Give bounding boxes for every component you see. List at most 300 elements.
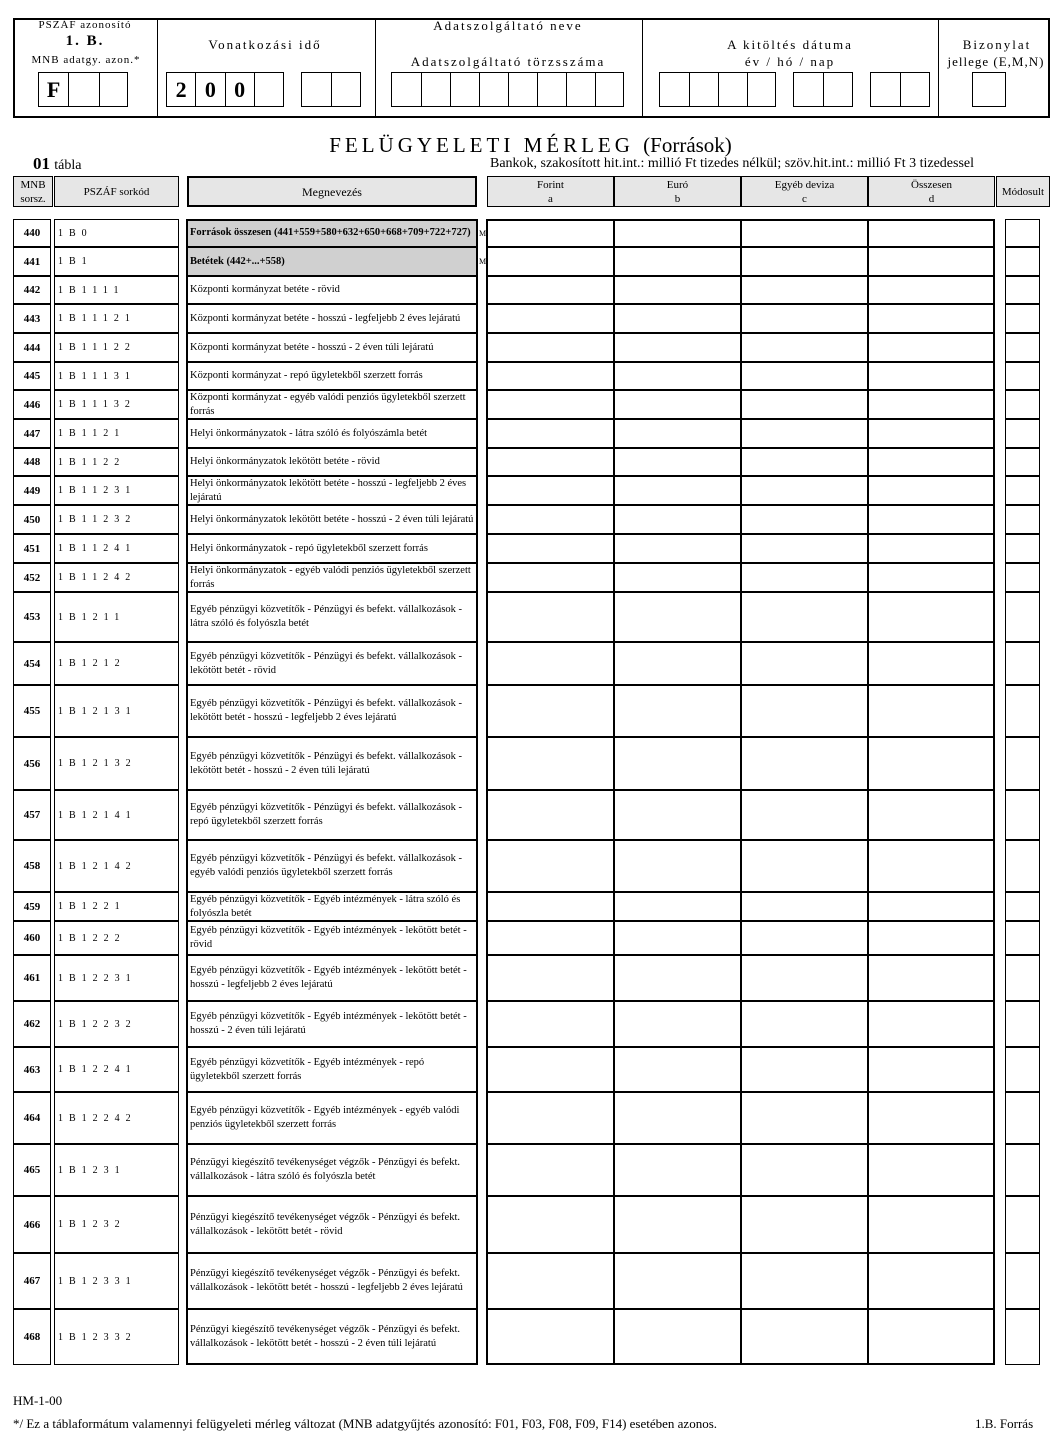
- row-pszaf-code: 1B1211: [54, 592, 179, 642]
- other-currency-input[interactable]: [741, 304, 868, 333]
- row-pszaf-code: 1B12131: [54, 685, 179, 737]
- doc-type-label: Bizonylat: [962, 37, 1032, 52]
- row-name: Egyéb pénzügyi közvetítők - Pénzügyi és befekt. vállalkozások - lekötött betét - hosszú - legfeljebb 2 éves lejáratú: [187, 685, 477, 737]
- doc-type-sub: jellege (E,M,N): [947, 54, 1045, 69]
- col-name: Megnevezés: [187, 176, 477, 207]
- euro-input[interactable]: [614, 1001, 741, 1047]
- row-mnb-number: 461: [13, 955, 51, 1001]
- forint-input[interactable]: [487, 1196, 614, 1253]
- euro-input[interactable]: [614, 1253, 741, 1309]
- row-name: Egyéb pénzügyi közvetítők - Egyéb intézmények - lekötött betét - hosszú - 2 éven túli lejáratú: [187, 1001, 477, 1047]
- title-main: FELÜGYELETI MÉRLEG: [329, 133, 634, 157]
- row-name: Egyéb pénzügyi közvetítők - Pénzügyi és befekt. vállalkozások - látra szóló és folyószla betét: [187, 592, 477, 642]
- row-name: Egyéb pénzügyi közvetítők - Egyéb intézmények - repó ügyletekből szerzett forrás: [187, 1047, 477, 1092]
- modified-checkbox[interactable]: [1005, 476, 1040, 505]
- row-name: Pénzügyi kiegészítő tevékenységet végzők - Pénzügyi és befekt. vállalkozások - lekötött betét - hosszú - 2 éven túli lejáratú: [187, 1309, 477, 1365]
- table-row: [13, 685, 1050, 737]
- row-pszaf-code: 1B11241: [54, 534, 179, 563]
- total-input[interactable]: [868, 592, 995, 642]
- table-row: [13, 505, 1050, 534]
- fill-date-month-field[interactable]: [793, 72, 853, 107]
- forint-input[interactable]: [487, 921, 614, 955]
- other-currency-input[interactable]: [741, 448, 868, 476]
- euro-input[interactable]: [614, 1309, 741, 1365]
- forint-input[interactable]: [487, 448, 614, 476]
- other-currency-input[interactable]: [741, 505, 868, 534]
- other-currency-input[interactable]: [741, 362, 868, 390]
- total-input[interactable]: [868, 419, 995, 448]
- other-currency-input[interactable]: [741, 592, 868, 642]
- row-pszaf-code: 1B11121: [54, 304, 179, 333]
- other-currency-input[interactable]: [741, 333, 868, 362]
- euro-input[interactable]: [614, 276, 741, 304]
- euro-input[interactable]: [614, 476, 741, 505]
- modified-checkbox[interactable]: [1005, 685, 1040, 737]
- forint-input[interactable]: [487, 737, 614, 790]
- row-pszaf-code: 1B12241: [54, 1047, 179, 1092]
- total-input[interactable]: [868, 276, 995, 304]
- period-month-field[interactable]: [301, 72, 361, 107]
- fill-date-day-field[interactable]: [870, 72, 930, 107]
- row-pszaf-code: 1B1111: [54, 276, 179, 304]
- table-row: [13, 333, 1050, 362]
- table-row: [13, 1253, 1050, 1309]
- modified-checkbox[interactable]: [1005, 333, 1040, 362]
- euro-input[interactable]: [614, 419, 741, 448]
- euro-input[interactable]: [614, 247, 741, 276]
- row-pszaf-code: 1B11242: [54, 563, 179, 592]
- forint-input[interactable]: [487, 1047, 614, 1092]
- other-currency-input[interactable]: [741, 790, 868, 840]
- row-pszaf-code: 1B11232: [54, 505, 179, 534]
- forint-input[interactable]: [487, 276, 614, 304]
- total-input[interactable]: [868, 362, 995, 390]
- header-divider: [157, 18, 158, 118]
- other-currency-input[interactable]: [741, 737, 868, 790]
- modified-checkbox[interactable]: [1005, 955, 1040, 1001]
- row-mnb-number: 446: [13, 390, 51, 419]
- forint-input[interactable]: [487, 390, 614, 419]
- row-name: Központi kormányzat - repó ügyletekből szerzett forrás: [187, 362, 477, 390]
- row-name: Központi kormányzat - egyéb valódi penziós ügyletekből szerzett forrás: [187, 390, 477, 419]
- row-pszaf-code: 1B1222: [54, 921, 179, 955]
- modified-checkbox[interactable]: [1005, 1196, 1040, 1253]
- row-mnb-number: 452: [13, 563, 51, 592]
- total-input[interactable]: [868, 333, 995, 362]
- forint-input[interactable]: [487, 419, 614, 448]
- total-input[interactable]: [868, 219, 995, 247]
- table-row: [13, 276, 1050, 304]
- euro-input[interactable]: [614, 592, 741, 642]
- modified-checkbox[interactable]: [1005, 534, 1040, 563]
- row-pszaf-code: 1B0: [54, 219, 179, 247]
- table-row: [13, 1047, 1050, 1092]
- table-row: [13, 304, 1050, 333]
- other-currency-input[interactable]: [741, 390, 868, 419]
- total-input[interactable]: [868, 1092, 995, 1144]
- total-input[interactable]: [868, 892, 995, 921]
- total-input[interactable]: [868, 921, 995, 955]
- forint-input[interactable]: [487, 247, 614, 276]
- forint-input[interactable]: [487, 505, 614, 534]
- col-other: [741, 176, 868, 207]
- other-currency-input[interactable]: [741, 840, 868, 892]
- col-mnb: MNB sorsz.: [13, 176, 53, 207]
- other-currency-input[interactable]: [741, 563, 868, 592]
- table-row: [13, 642, 1050, 685]
- row-mnb-number: 460: [13, 921, 51, 955]
- col-forint-letter: a: [548, 192, 553, 205]
- period-digit: 2: [167, 73, 196, 106]
- row-mnb-number: 456: [13, 737, 51, 790]
- row-pszaf-code: 1B1231: [54, 1144, 179, 1196]
- row-pszaf-code: 1B1232: [54, 1196, 179, 1253]
- other-currency-input[interactable]: [741, 1001, 868, 1047]
- euro-input[interactable]: [614, 219, 741, 247]
- other-currency-input[interactable]: [741, 685, 868, 737]
- row-name: Források összesen (441+559+580+632+650+668+709+722+727): [187, 219, 477, 247]
- row-mnb-number: 449: [13, 476, 51, 505]
- table-row: [13, 921, 1050, 955]
- doc-type-field[interactable]: [972, 72, 1006, 107]
- euro-input[interactable]: [614, 892, 741, 921]
- table-row: [13, 448, 1050, 476]
- forint-input[interactable]: [487, 534, 614, 563]
- row-mnb-number: 462: [13, 1001, 51, 1047]
- euro-input[interactable]: [614, 642, 741, 685]
- other-currency-input[interactable]: [741, 476, 868, 505]
- euro-input[interactable]: [614, 333, 741, 362]
- total-input[interactable]: [868, 304, 995, 333]
- row-pszaf-code: 1B1: [54, 247, 179, 276]
- euro-input[interactable]: [614, 790, 741, 840]
- page-ref: 1.B. Forrás: [975, 1416, 1034, 1431]
- euro-input[interactable]: [614, 362, 741, 390]
- forint-input[interactable]: [487, 1001, 614, 1047]
- other-currency-input[interactable]: [741, 219, 868, 247]
- period-digit: 0: [196, 73, 225, 106]
- other-currency-input[interactable]: [741, 1092, 868, 1144]
- modified-checkbox[interactable]: [1005, 892, 1040, 921]
- table-no: 01: [33, 154, 50, 173]
- forint-input[interactable]: [487, 304, 614, 333]
- total-input[interactable]: [868, 955, 995, 1001]
- pszaf-label: PSZÁF azonosító: [38, 19, 132, 31]
- footer-note: */ Ez a táblaformátum valamennyi felügyeleti mérleg változat (MNB adatgyűjtés azonosító: F01, F03, F08, F09, F14) esetében azonos.: [13, 1416, 718, 1431]
- modified-checkbox[interactable]: [1005, 1092, 1040, 1144]
- forint-input[interactable]: [487, 563, 614, 592]
- table-row: [13, 790, 1050, 840]
- forint-input[interactable]: [487, 840, 614, 892]
- total-input[interactable]: [868, 1309, 995, 1365]
- modified-checkbox[interactable]: [1005, 247, 1040, 276]
- modified-checkbox[interactable]: [1005, 563, 1040, 592]
- table-row: [13, 1196, 1050, 1253]
- period-year-field[interactable]: [166, 72, 284, 107]
- forint-input[interactable]: [487, 219, 614, 247]
- total-input[interactable]: [868, 448, 995, 476]
- row-mnb-number: 440: [13, 219, 51, 247]
- forint-input[interactable]: [487, 642, 614, 685]
- total-input[interactable]: [868, 247, 995, 276]
- euro-input[interactable]: [614, 685, 741, 737]
- total-input[interactable]: [868, 534, 995, 563]
- modified-checkbox[interactable]: [1005, 276, 1040, 304]
- fill-date-sub: év / hó / nap: [744, 54, 836, 69]
- euro-input[interactable]: [614, 304, 741, 333]
- other-currency-input[interactable]: [741, 892, 868, 921]
- other-currency-input[interactable]: [741, 247, 868, 276]
- total-input[interactable]: [868, 1047, 995, 1092]
- row-name: Betétek (442+...+558): [187, 247, 477, 276]
- forint-input[interactable]: [487, 892, 614, 921]
- col-forint-label: Forint: [537, 178, 564, 191]
- forint-input[interactable]: [487, 955, 614, 1001]
- provider-id-field[interactable]: [391, 72, 624, 107]
- euro-input[interactable]: [614, 1047, 741, 1092]
- title-sub: (Források): [643, 133, 732, 157]
- row-pszaf-code: 1B12141: [54, 790, 179, 840]
- table-row: [13, 1001, 1050, 1047]
- row-mnb-number: 466: [13, 1196, 51, 1253]
- col-total-label: Összesen: [911, 178, 952, 191]
- total-input[interactable]: [868, 790, 995, 840]
- fill-date-year-field[interactable]: [659, 72, 776, 107]
- euro-input[interactable]: [614, 921, 741, 955]
- modified-checkbox[interactable]: [1005, 790, 1040, 840]
- col-other-letter: c: [802, 192, 807, 205]
- table-row: [13, 1309, 1050, 1365]
- modified-checkbox[interactable]: [1005, 1047, 1040, 1092]
- total-input[interactable]: [868, 1196, 995, 1253]
- total-input[interactable]: [868, 1253, 995, 1309]
- euro-input[interactable]: [614, 390, 741, 419]
- total-input[interactable]: [868, 642, 995, 685]
- forint-input[interactable]: [487, 1309, 614, 1365]
- euro-input[interactable]: [614, 505, 741, 534]
- total-input[interactable]: [868, 476, 995, 505]
- row-name: Egyéb pénzügyi közvetítők - Pénzügyi és befekt. vállalkozások - egyéb valódi penziós ügyletekből szerzett forrás: [187, 840, 477, 892]
- table-row: [13, 390, 1050, 419]
- modified-checkbox[interactable]: [1005, 505, 1040, 534]
- total-input[interactable]: [868, 505, 995, 534]
- row-mnb-number: 444: [13, 333, 51, 362]
- forint-input[interactable]: [487, 1253, 614, 1309]
- row-mnb-number: 465: [13, 1144, 51, 1196]
- modified-checkbox[interactable]: [1005, 362, 1040, 390]
- col-mod: Módosult: [996, 176, 1050, 207]
- other-currency-input[interactable]: [741, 1309, 868, 1365]
- table-row: [13, 592, 1050, 642]
- row-name: Pénzügyi kiegészítő tevékenységet végzők - Pénzügyi és befekt. vállalkozások - látra szóló és folyószla betét: [187, 1144, 477, 1196]
- row-mnb-number: 453: [13, 592, 51, 642]
- other-currency-input[interactable]: [741, 921, 868, 955]
- other-currency-input[interactable]: [741, 276, 868, 304]
- row-pszaf-code: 1B12232: [54, 1001, 179, 1047]
- modified-checkbox[interactable]: [1005, 1253, 1040, 1309]
- provider-id-label: Adatszolgáltató törzsszáma: [410, 54, 606, 69]
- modified-checkbox[interactable]: [1005, 219, 1040, 247]
- modified-checkbox[interactable]: [1005, 390, 1040, 419]
- modified-checkbox[interactable]: [1005, 448, 1040, 476]
- forint-input[interactable]: [487, 333, 614, 362]
- row-name: Egyéb pénzügyi közvetítők - Egyéb intézmények - lekötött betét - rövid: [187, 921, 477, 955]
- modified-checkbox[interactable]: [1005, 419, 1040, 448]
- mnb-label: MNB adatgy. azon.*: [31, 54, 141, 66]
- row-pszaf-code: 1B1121: [54, 419, 179, 448]
- total-input[interactable]: [868, 1144, 995, 1196]
- modified-checkbox[interactable]: [1005, 1309, 1040, 1365]
- table-row: [13, 840, 1050, 892]
- row-pszaf-code: 1B12142: [54, 840, 179, 892]
- row-name: Egyéb pénzügyi közvetítők - Egyéb intézmények - egyéb valódi penziós ügyletekből szerzett forrás: [187, 1092, 477, 1144]
- row-pszaf-code: 1B12242: [54, 1092, 179, 1144]
- other-currency-input[interactable]: [741, 1047, 868, 1092]
- row-name: Helyi önkormányzatok lekötött betéte - rövid: [187, 448, 477, 476]
- euro-input[interactable]: [614, 1196, 741, 1253]
- row-mnb-number: 443: [13, 304, 51, 333]
- row-mnb-number: 457: [13, 790, 51, 840]
- col-total: [868, 176, 995, 207]
- row-name: Helyi önkormányzatok lekötött betéte - hosszú - legfeljebb 2 éves lejáratú: [187, 476, 477, 505]
- row-name: Központi kormányzat betéte - rövid: [187, 276, 477, 304]
- euro-input[interactable]: [614, 448, 741, 476]
- forint-input[interactable]: [487, 685, 614, 737]
- row-pszaf-code: 1B12332: [54, 1309, 179, 1365]
- table-row: [13, 892, 1050, 921]
- row-mnb-number: 463: [13, 1047, 51, 1092]
- other-currency-input[interactable]: [741, 642, 868, 685]
- euro-input[interactable]: [614, 737, 741, 790]
- row-name: Helyi önkormányzatok - repó ügyletekből szerzett forrás: [187, 534, 477, 563]
- forint-input[interactable]: [487, 476, 614, 505]
- header-divider: [642, 18, 643, 118]
- row-mnb-number: 442: [13, 276, 51, 304]
- row-mnb-number: 467: [13, 1253, 51, 1309]
- euro-input[interactable]: [614, 840, 741, 892]
- total-input[interactable]: [868, 390, 995, 419]
- euro-input[interactable]: [614, 1144, 741, 1196]
- other-currency-input[interactable]: [741, 1253, 868, 1309]
- row-pszaf-code: 1B1212: [54, 642, 179, 685]
- euro-input[interactable]: [614, 563, 741, 592]
- table-word: tábla: [54, 158, 82, 173]
- row-m-marker: M: [479, 228, 487, 238]
- total-input[interactable]: [868, 840, 995, 892]
- row-name: Egyéb pénzügyi közvetítők - Pénzügyi és befekt. vállalkozások - repó ügyletekből szerzett forrás: [187, 790, 477, 840]
- row-name: Egyéb pénzügyi közvetítők - Pénzügyi és befekt. vállalkozások - lekötött betét - hosszú - 2 éven túli lejáratú: [187, 737, 477, 790]
- row-name: Központi kormányzat betéte - hosszú - legfeljebb 2 éves lejáratú: [187, 304, 477, 333]
- table-row: [13, 1144, 1050, 1196]
- other-currency-input[interactable]: [741, 1144, 868, 1196]
- row-mnb-number: 458: [13, 840, 51, 892]
- euro-input[interactable]: [614, 955, 741, 1001]
- row-mnb-number: 451: [13, 534, 51, 563]
- modified-checkbox[interactable]: [1005, 737, 1040, 790]
- page-title: [0, 133, 1061, 158]
- total-input[interactable]: [868, 1001, 995, 1047]
- forint-input[interactable]: [487, 362, 614, 390]
- row-mnb-number: 448: [13, 448, 51, 476]
- forint-input[interactable]: [487, 1144, 614, 1196]
- modified-checkbox[interactable]: [1005, 642, 1040, 685]
- total-input[interactable]: [868, 563, 995, 592]
- col-pszaf: PSZÁF sorkód: [54, 176, 179, 207]
- modified-checkbox[interactable]: [1005, 1144, 1040, 1196]
- other-currency-input[interactable]: [741, 419, 868, 448]
- col-total-letter: d: [928, 192, 935, 205]
- row-pszaf-code: 1B1221: [54, 892, 179, 921]
- modified-checkbox[interactable]: [1005, 304, 1040, 333]
- row-mnb-number: 468: [13, 1309, 51, 1365]
- period-label: Vonatkozási idő: [208, 37, 322, 52]
- table-row: [13, 419, 1050, 448]
- row-name: Helyi önkormányzatok - látra szóló és folyószámla betét: [187, 419, 477, 448]
- table-row: [13, 362, 1050, 390]
- period-digit: 0: [226, 73, 255, 106]
- col-forint: [487, 176, 614, 207]
- row-name: Egyéb pénzügyi közvetítők - Egyéb intézmények - lekötött betét - hosszú - legfeljebb 2 éves lejáratú: [187, 955, 477, 1001]
- pszaf-value: 1. B.: [65, 33, 105, 49]
- table-row: [13, 219, 1050, 247]
- row-mnb-number: 464: [13, 1092, 51, 1144]
- row-pszaf-code: 1B11122: [54, 333, 179, 362]
- total-input[interactable]: [868, 685, 995, 737]
- row-mnb-number: 459: [13, 892, 51, 921]
- mnb-code-field[interactable]: [38, 72, 128, 107]
- table-row: [13, 955, 1050, 1001]
- row-pszaf-code: 1B11131: [54, 362, 179, 390]
- col-other-label: Egyéb deviza: [774, 178, 835, 191]
- table-row: [13, 476, 1050, 505]
- forint-input[interactable]: [487, 1092, 614, 1144]
- form-id: HM-1-00: [13, 1393, 63, 1408]
- provider-name-label: Adatszolgáltató neve: [433, 18, 583, 33]
- header-divider: [375, 18, 376, 118]
- table-row: [13, 737, 1050, 790]
- row-mnb-number: 450: [13, 505, 51, 534]
- col-euro-label: Euró: [666, 178, 689, 191]
- other-currency-input[interactable]: [741, 534, 868, 563]
- row-mnb-number: 455: [13, 685, 51, 737]
- modified-checkbox[interactable]: [1005, 1001, 1040, 1047]
- row-mnb-number: 441: [13, 247, 51, 276]
- modified-checkbox[interactable]: [1005, 921, 1040, 955]
- fill-date-label: A kitöltés dátuma: [727, 37, 853, 52]
- row-name: Pénzügyi kiegészítő tevékenységet végzők - Pénzügyi és befekt. vállalkozások - lekötött betét - hosszú - legfeljebb 2 éves lejáratú: [187, 1253, 477, 1309]
- modified-checkbox[interactable]: [1005, 840, 1040, 892]
- total-input[interactable]: [868, 737, 995, 790]
- row-name: Helyi önkormányzatok - egyéb valódi penziós ügyletekből szerzett forrás: [187, 563, 477, 592]
- forint-input[interactable]: [487, 790, 614, 840]
- table-number: [33, 154, 81, 174]
- table-row: [13, 1092, 1050, 1144]
- euro-input[interactable]: [614, 534, 741, 563]
- row-mnb-number: 454: [13, 642, 51, 685]
- modified-checkbox[interactable]: [1005, 592, 1040, 642]
- row-pszaf-code: 1B11132: [54, 390, 179, 419]
- col-euro-letter: b: [674, 192, 681, 205]
- row-pszaf-code: 1B12331: [54, 1253, 179, 1309]
- euro-input[interactable]: [614, 1092, 741, 1144]
- other-currency-input[interactable]: [741, 955, 868, 1001]
- row-mnb-number: 447: [13, 419, 51, 448]
- units-note: Bankok, szakosított hit.int.: millió Ft tizedes nélkül; szöv.hit.int.: millió Ft 3 tizedessel: [490, 156, 975, 171]
- forint-input[interactable]: [487, 592, 614, 642]
- mnb-code-char: F: [39, 73, 69, 106]
- table-row: [13, 534, 1050, 563]
- other-currency-input[interactable]: [741, 1196, 868, 1253]
